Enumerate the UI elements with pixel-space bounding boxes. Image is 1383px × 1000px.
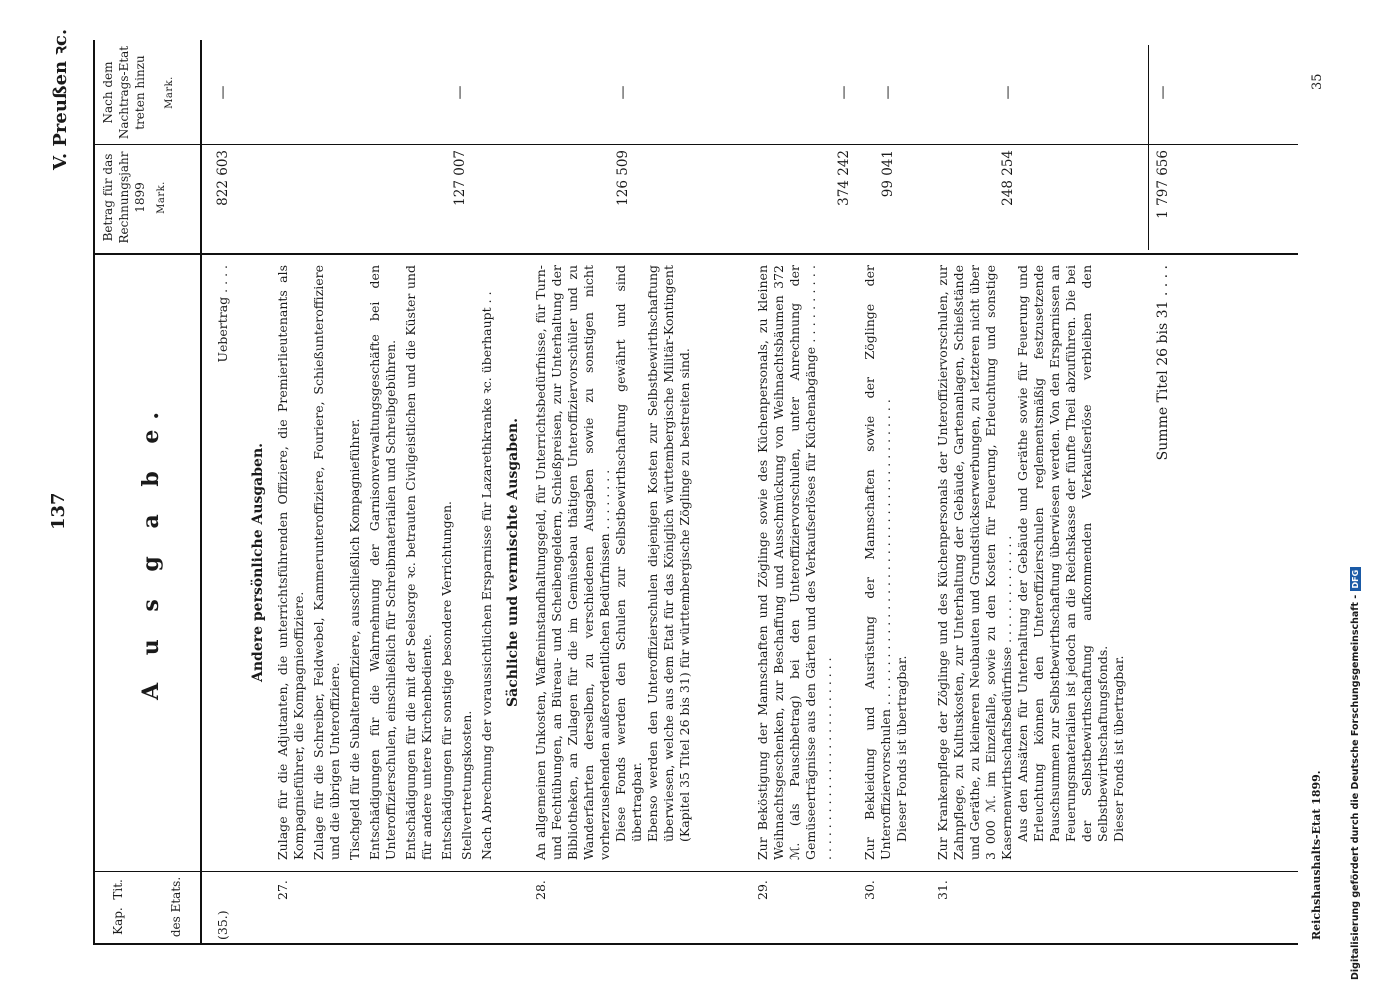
nachtrag-31: — (1000, 85, 1016, 100)
entry-27-line-8: Nach Abrechnung der voraussichtlichen Ersparnisse für Lazarethkranke ꝛc. überhaupt . . (479, 291, 494, 860)
tit-28: 28. (533, 880, 548, 900)
entry-27 (275, 265, 495, 860)
entry-29-text: Zur Beköstigung der Mannschaften und Zöglinge sowie des Küchenpersonals, zu kleinen Weihnachtsgeschenken, zur Beschaffung und Ausschmückung von Weihnachtsbäumen 372 ℳ. (als Pauschbetrag) bei den Unteroffiziervorschulen, unter Anrechnung der Gemüseerträgnisse aus den Gärten und des Verkaufserlöses für Küchenabgänge . . . . . . . . . . . . . . . . . . . . . . . . . . . . . . . . . . . . (755, 265, 834, 860)
col-sep-tit (93, 871, 1298, 872)
entry-30-text: Zur Bekleidung und Ausrüstung der Mannschaften sowie der Zöglinge der Unteroffiziervorschulen . . . . . . . . . . . . . . . . . . . . . . . . . . . . . . . . . . . . . . . (862, 265, 893, 860)
entry-28 (533, 265, 693, 860)
summe-label: Summe Titel 26 bis 31 . . . . (1155, 265, 1171, 461)
section-saechliche: Sächliche und vermischte Ausgaben. (505, 418, 521, 707)
footer-source: Reichshaushalts-Etat 1899. (1310, 770, 1323, 940)
table-top-rule (93, 40, 95, 945)
kap-number: (35.) (215, 910, 230, 940)
tit-27: 27. (275, 880, 290, 900)
uebertrag-nachtrag: — (215, 85, 231, 100)
entry-31-note-1: Aus den Ansätzen für Unterhaltung der Gebäude und Geräthe sowie für Feuerung und Erleuchtung können den Unteroffizierschulen reglementsmäßig festzusetzende Pauschsummen zur Selbstbewirthschaftung überwiesen werden. Von den Ersparnissen an Feuerungsmaterialien ist jedoch an die Reichskasse der fünfte Theil abzuführen. Die bei der Selbstbewirthschaftung aufkommenden Verkaufserlöse verbleiben den Selbstbewirthschaftungsfonds. (1015, 265, 1110, 842)
entry-27-line-2: Zulage für die Schreiber, Feldwebel, Kammerunteroffiziere, Fouriere, Schießunteroffiziere und die übrigen Unteroffiziere. (311, 265, 342, 860)
nachtrag-29: — (836, 85, 852, 100)
amount-29: 374 242 (836, 150, 852, 206)
col-des-etats: des Etats. (169, 876, 183, 938)
entry-27-line-7: Stellvertretungskosten. (459, 710, 474, 860)
entry-29 (755, 265, 835, 860)
entry-27-line-1: Zulage für die Adjutanten, die unterrichtsführenden Offiziere, die Premierlieutenants als Kompagnieführer, die Kompagnieoffiziere. (275, 265, 306, 860)
uebertrag-label: Uebertrag . . . . (215, 265, 230, 363)
col-sep-ausgabe (93, 253, 1298, 255)
summe-rule (1148, 45, 1149, 250)
dfg-logo: DFG (1350, 567, 1361, 592)
entry-30-note: Dieser Fonds ist übertragbar. (894, 655, 909, 842)
nachtrag-27: — (452, 85, 468, 100)
nachtrag-30: — (880, 85, 896, 100)
col-header-kap-tit (110, 872, 184, 942)
col-sep-betrag (93, 144, 1298, 145)
entry-27-line-6: Entschädigungen für sonstige besondere Verrichtungen. (439, 500, 454, 860)
footer-page: 35 (1310, 73, 1325, 90)
entry-31-text: Zur Krankenpflege der Zöglinge und des Küchenpersonals der Unteroffiziervorschulen, zur Zahnpflege, zu Kultuskosten, zur Unterhaltung der Gebäude, Gartenanlagen, Schießstände und Geräthe, zu kleineren Neubauten und Grundstückserwerbungen, zu letzteren nicht über 3 000 ℳ. im Einzelfalle, sowie zu den Kosten für Feuerung, Erleuchtung und sonstige Kasernenwirthschaftsbedürfnisse . . . . . . . . . . . . . . (935, 265, 1014, 860)
entry-28-note-2: Ebenso werden den Unteroffizierschulen diejenigen Kosten zur Selbstbewirthschaftung überwiesen, welche aus dem Etat für das Königlich württembergische Militär-Kontingent (Kapitel 35 Titel 26 bis 31) für württembergische Zöglinge zu bestreiten sind. (645, 265, 692, 842)
col-ausgabe-title: A u s g a b e. (138, 401, 164, 700)
summe-amount: 1 797 656 (1155, 150, 1171, 219)
col-kap: Kap. (111, 907, 125, 935)
nachtrag-28: — (615, 85, 631, 100)
entry-27-line-4: Entschädigungen für die Wahrnehmung der Garnisonverwaltungsgeschäfte bei den Unteroffizierschulen, einschließlich für Schreibmaterialien und Schreibgebühren. (367, 265, 398, 860)
col-tit: Tit. (111, 879, 125, 900)
section-persoenliche: Andere persönliche Ausgaben. (250, 442, 266, 683)
tit-29: 29. (755, 880, 770, 900)
entry-31-note-2: Dieser Fonds ist übertragbar. (1111, 655, 1126, 842)
entry-31 (935, 265, 1127, 860)
amount-30: 99 041 (880, 150, 896, 198)
col-nachtrag-header: Nach dem Nachtrags-Etat treten hinzu Mark. (101, 45, 175, 140)
entry-30 (862, 265, 910, 860)
amount-31: 248 254 (1000, 150, 1016, 206)
tit-30: 30. (862, 880, 877, 900)
amount-28: 126 509 (615, 150, 631, 206)
tit-31: 31. (935, 880, 950, 900)
page-number: 137 (48, 492, 69, 530)
header-bottom-rule (200, 40, 202, 945)
uebertrag-amount: 822 603 (215, 150, 231, 206)
entry-27-line-3: Tischgeld für die Subalternoffiziere, ausschließlich Kompagnieführer. (347, 418, 362, 860)
entry-28-note-1: Diese Fonds werden den Schulen zur Selbstbewirthschaftung gewährt und sind übertragbar. (613, 265, 644, 842)
entry-27-line-5: Entschädigungen für die mit der Seelsorge ꝛc. betrauten Civilgeistlichen und die Küster und für andere untere Kirchenbediente. (403, 265, 434, 860)
country-heading: V. Preußen ꝛc. (50, 28, 71, 170)
amount-27: 127 007 (452, 150, 468, 206)
entry-28-text: An allgemeinen Unkosten, Waffeninstandhaltungsgeld, für Unterrichtsbedürfnisse, für Turn- und Fechtübungen, an Büreau- und Scheibengeldern, Schießpreisen, zur Unterhaltung der Bibliotheken, an Zulagen für die im Gemüsebau thätigen Unteroffiziervorschüler und zu Wanderfahrten derselben, zu verschiedenen Ausgaben sowie zu sonstigen nicht vorherzusehenden außerordentlichen Bedürfnissen . . . . . . . . (533, 265, 612, 860)
left-frame (93, 943, 1298, 945)
col-betrag-header: Betrag für das Rechnungsjahr 1899 Mark. (101, 151, 167, 244)
summe-nachtrag: — (1155, 85, 1171, 100)
digitization-note: Digitalisierung gefördert durch die Deutsche Forschungsgemeinschaft - DFG (1350, 567, 1361, 980)
